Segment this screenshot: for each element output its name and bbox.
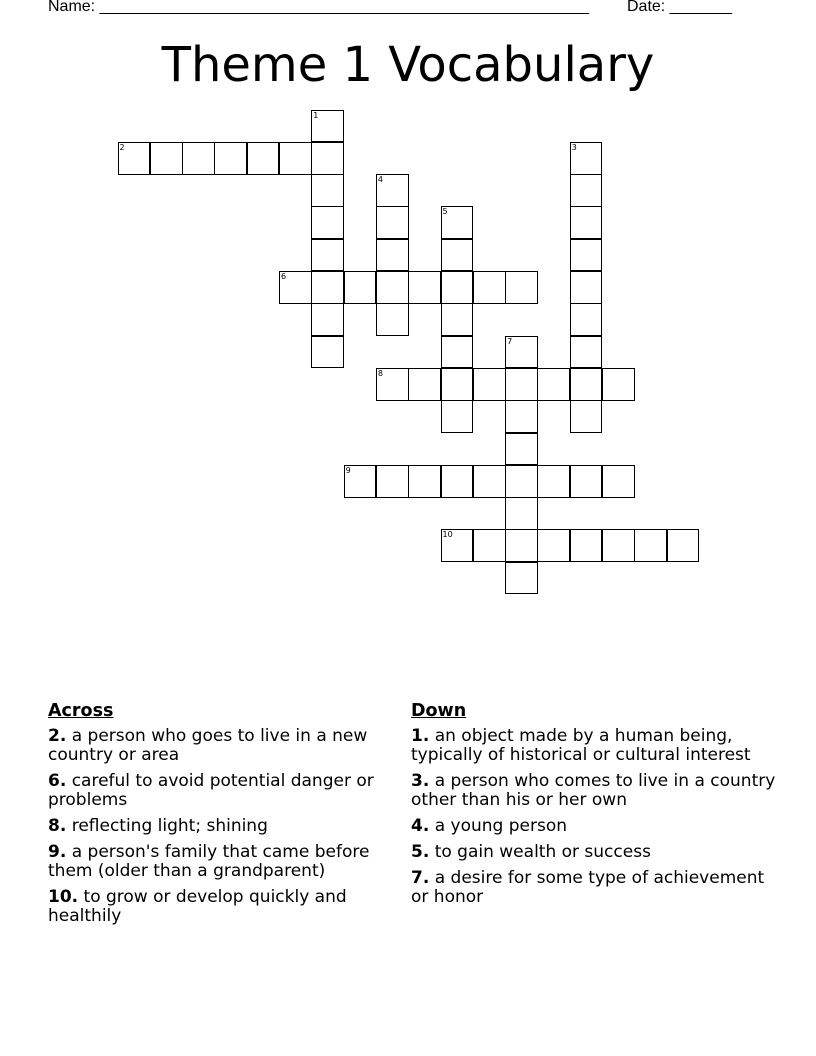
- crossword-cell[interactable]: [505, 368, 538, 401]
- crossword-cell[interactable]: [537, 368, 570, 401]
- crossword-cell[interactable]: [537, 465, 570, 498]
- crossword-cell[interactable]: [311, 336, 344, 369]
- cell-number: 8: [377, 368, 383, 378]
- crossword-cell[interactable]: [311, 142, 344, 175]
- crossword-cell[interactable]: [408, 465, 441, 498]
- clue-text: careful to avoid potential danger or problems: [48, 771, 374, 810]
- crossword-cell[interactable]: [634, 529, 667, 562]
- across-clue: [48, 727, 388, 765]
- down-clue: [411, 817, 776, 836]
- clue-number: 9.: [48, 842, 67, 862]
- crossword-cell[interactable]: [441, 336, 474, 369]
- across-clue: [48, 772, 388, 810]
- crossword-cell[interactable]: [441, 465, 474, 498]
- clue-text: a young person: [434, 816, 568, 836]
- crossword-cell[interactable]: [311, 110, 344, 143]
- down-clues: [411, 700, 776, 914]
- clue-text: to gain wealth or success: [434, 842, 651, 862]
- clue-number: 1.: [411, 726, 430, 746]
- crossword-cell[interactable]: [247, 142, 280, 175]
- cell-number: 4: [377, 175, 383, 185]
- crossword-cell[interactable]: [570, 206, 603, 239]
- crossword-cell[interactable]: [441, 206, 474, 239]
- crossword-cell[interactable]: [441, 529, 474, 562]
- across-heading: Across: [48, 701, 114, 721]
- cell-number: 5: [442, 207, 448, 217]
- crossword-cell[interactable]: [505, 336, 538, 369]
- crossword-cell[interactable]: [570, 303, 603, 336]
- clue-number: 6.: [48, 771, 67, 791]
- cell-number: 3: [571, 142, 577, 152]
- clue-text: a person who goes to live in a new country or area: [48, 726, 368, 765]
- crossword-cell[interactable]: [505, 529, 538, 562]
- crossword-cell[interactable]: [279, 142, 312, 175]
- crossword-cell[interactable]: [441, 400, 474, 433]
- across-clue: [48, 843, 388, 881]
- clue-text: a person who comes to live in a country other than his or her own: [411, 771, 776, 810]
- crossword-cell[interactable]: [311, 303, 344, 336]
- crossword-cell[interactable]: [408, 271, 441, 304]
- crossword-cell[interactable]: [279, 271, 312, 304]
- crossword-cell[interactable]: [570, 271, 603, 304]
- crossword-cell[interactable]: [570, 174, 603, 207]
- clue-text: to grow or develop quickly and healthily: [48, 887, 347, 926]
- crossword-cell[interactable]: [505, 465, 538, 498]
- crossword-cell[interactable]: [441, 271, 474, 304]
- crossword-cell[interactable]: [570, 400, 603, 433]
- crossword-cell[interactable]: [570, 336, 603, 369]
- crossword-cell[interactable]: [376, 174, 409, 207]
- across-clue: [48, 817, 388, 836]
- clue-text: a person's family that came before them (older than a grandparent): [48, 842, 370, 881]
- clue-number: 3.: [411, 771, 430, 791]
- down-heading: Down: [411, 701, 467, 721]
- date-field-line: Date: _______: [627, 0, 732, 15]
- across-clues: [48, 700, 388, 933]
- crossword-cell[interactable]: [408, 368, 441, 401]
- crossword-cell[interactable]: [376, 239, 409, 272]
- clue-text: a desire for some type of achievement or honor: [411, 868, 765, 907]
- crossword-cell[interactable]: [473, 529, 506, 562]
- crossword-cell[interactable]: [376, 271, 409, 304]
- cell-number: 10: [442, 530, 453, 540]
- clue-text: an object made by a human being, typically of historical or cultural interest: [411, 726, 751, 765]
- crossword-cell[interactable]: [570, 142, 603, 175]
- crossword-cell[interactable]: [570, 529, 603, 562]
- crossword-cell[interactable]: [667, 529, 700, 562]
- crossword-cell[interactable]: [118, 142, 151, 175]
- clue-number: 4.: [411, 816, 430, 836]
- clue-number: 10.: [48, 887, 79, 907]
- crossword-cell[interactable]: [570, 368, 603, 401]
- down-clue: [411, 772, 776, 810]
- crossword-cell[interactable]: [505, 400, 538, 433]
- crossword-cell[interactable]: [344, 465, 377, 498]
- crossword-cell[interactable]: [311, 206, 344, 239]
- crossword-cell[interactable]: [376, 368, 409, 401]
- crossword-cell[interactable]: [473, 465, 506, 498]
- crossword-cell[interactable]: [214, 142, 247, 175]
- crossword-cell[interactable]: [473, 368, 506, 401]
- cell-number: 6: [281, 272, 287, 281]
- down-clue: [411, 727, 776, 765]
- crossword-cell[interactable]: [376, 206, 409, 239]
- crossword-cell[interactable]: [602, 529, 635, 562]
- cell-number: 9: [345, 465, 351, 475]
- across-clue: [48, 888, 388, 926]
- clue-number: 5.: [411, 842, 430, 862]
- crossword-cell[interactable]: [505, 433, 538, 466]
- crossword-cell[interactable]: [570, 239, 603, 272]
- crossword-cell[interactable]: [602, 465, 635, 498]
- crossword-cell[interactable]: [570, 465, 603, 498]
- name-field-line: Name: _______________________________________________________: [48, 0, 589, 15]
- crossword-cell[interactable]: [505, 562, 538, 595]
- down-clue: [411, 869, 776, 907]
- crossword-cell[interactable]: [473, 271, 506, 304]
- clue-number: 8.: [48, 816, 67, 836]
- crossword-cell[interactable]: [537, 529, 570, 562]
- crossword-cell[interactable]: [182, 142, 215, 175]
- crossword-cell[interactable]: [505, 497, 538, 530]
- cell-number: 7: [507, 336, 513, 346]
- clue-number: 7.: [411, 868, 430, 888]
- crossword-cell[interactable]: [602, 368, 635, 401]
- crossword-cell[interactable]: [441, 368, 474, 401]
- cell-number: 1: [313, 110, 319, 120]
- crossword-cell[interactable]: [311, 271, 344, 304]
- crossword-cell[interactable]: [505, 271, 538, 304]
- crossword-cell[interactable]: [441, 239, 474, 272]
- crossword-cell[interactable]: [150, 142, 183, 175]
- crossword-cell[interactable]: [376, 303, 409, 336]
- page-title: Theme 1 Vocabulary: [161, 37, 655, 93]
- clue-number: 2.: [48, 726, 67, 746]
- crossword-cell[interactable]: [441, 303, 474, 336]
- crossword-cell[interactable]: [311, 174, 344, 207]
- crossword-cell[interactable]: [376, 465, 409, 498]
- clue-text: reflecting light; shining: [71, 816, 268, 836]
- crossword-cell[interactable]: [344, 271, 377, 304]
- crossword-cell[interactable]: [311, 239, 344, 272]
- cell-number: 2: [119, 142, 125, 152]
- down-clue: [411, 843, 776, 862]
